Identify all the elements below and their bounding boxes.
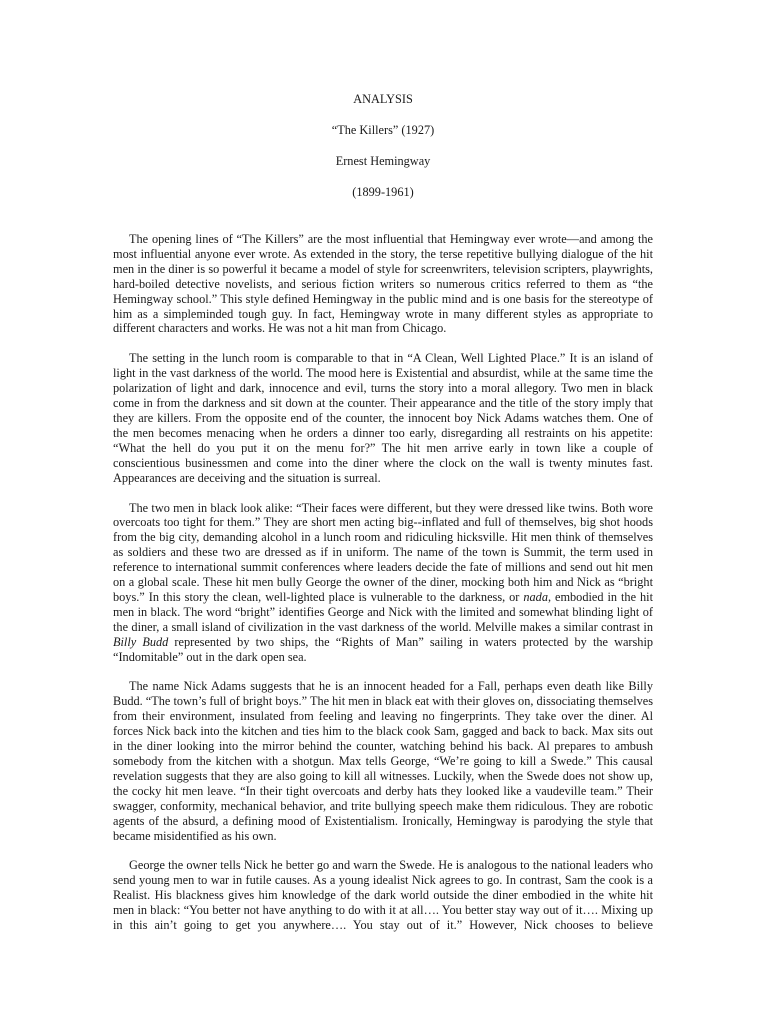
paragraph-text: The name Nick Adams suggests that he is an innocent headed for a Fall, perhaps even death like Billy Budd. “The town’s full of bright boys.” The hit men in black eat with their gloves on, dissociating themselves from their environment, insulated from feeling and leaving no fingerprints. They take over the diner. Al forces Nick back into the kitchen and ties him to the black cook Sam, gagged and back to back. Max sits out in the diner looking into the mirror behind the counter, watching behind his back. Al prepares to ambush somebody from the kitchen with a shotgun. Max tells George, “We’re going to kill a Swede.” This causal revelation suggests that they are also going to kill all witnesses. Luckily, when the Swede does not show up, the cocky hit men leave. “In their tight overcoats and derby hats they looked like a vaudeville team.” Their swagger, conformity, mechanical behavior, and trite bullying speech make them ridiculous. They are robotic agents of the absurd, a defining mood of Existentialism. Ironically, Hemingway is parodying the style that became misidentified as his own. [113,679,653,843]
paragraph-text: George the owner tells Nick he better go and warn the Swede. He is analogous to the national leaders who send young men to war in futile causes. As a young idealist Nick agrees to go. In contrast, Sam the cook is a Realist. His blackness gives him knowledge of the dark world outside the diner embodied in the white hit men in black: “You better not have anything to do with it at all…. You better stay way out of it…. Mixing up in this ain’t going to get you anywhere…. You stay out of it.” However, Nick chooses to believe [113,858,653,933]
story-title: “The Killers” (1927) [331,123,435,137]
paragraph-3 [113,501,653,665]
paragraph-2 [113,351,653,485]
paragraph-text: The opening lines of “The Killers” are the most influential that Hemingway ever wrote—and among the most influential anyone ever wrote. As extended in the story, the terse repetitive bullying dialogue of the hit men in the diner is so powerful it became a model of style for screenwriters, television scripters, playwrights, hard-boiled detective novelists, and serious fiction writers so numerous critics referred to them as “the Hemingway school.” This style defined Hemingway in the public mind and is one basis for the stereotype of him as a simpleminded tough guy. In fact, Hemingway wrote in many different styles as appropriate to different characters and works. He was not a hit man from Chicago. [113,232,653,336]
paragraph-text: , embodied in the hit men in black. The word “bright” identifies George and Nick with the limited and somewhat blinding light of the diner, a small island of civilization in the vast darkness of the world. Melville makes a similar contrast in [113,589,653,634]
italic-nada: nada [523,589,548,604]
paragraph-text: represented by two ships, the “Rights of Man” sailing in waters protected by the warship “Indomitable” out in the dark open sea. [113,634,654,664]
paragraph-text: The setting in the lunch room is comparable to that in “A Clean, Well Lighted Place.” It is an island of light in the vast darkness of the world. The mood here is Existential and absurdist, while at the same time the polarization of light and dark, innocence and evil, turns the story into a moral allegory. Two men in black come in from the darkness and sit down at the counter. Their appearance and the title of the story imply that they are killers. From the opposite end of the counter, the innocent boy Nick Adams watches them. One of the men becomes menacing when he orders a dinner too early, disregarding all restraints on his appetite: “What the hell do you put it on the menu for?” The hit men arrive early in town like a couple of conscientious businessmen and come into the diner where the clock on the wall is twenty minutes fast. Appearances are deceiving and the situation is surreal. [113,351,653,485]
essay-body [113,232,653,933]
author-dates: (1899-1961) [352,185,414,199]
document-page [113,89,653,933]
paragraph-text: The two men in black look alike: “Their faces were different, but they were dressed like twins. Both wore overcoats too tight for them.” They are short men acting big--inflated and full of themselves, big shot hoods from the big city, demanding alcohol in a lunch room and ridiculing hicksville. Hit men think of themselves as soldiers and these two are dressed as if in uniform. The name of the town is Summit, the term used in reference to international summit conferences where leaders decide the fate of millions and send out hit men on a global scale. These hit men bully George the owner of the diner, mocking both him and Nick as “bright boys.” In this story the clean, well-lighted place is vulnerable to the darkness, or [113,500,653,604]
paragraph-4 [113,679,653,843]
italic-billy-budd: Billy Budd [113,634,169,649]
paragraph-1 [113,232,653,336]
analysis-heading: ANALYSIS [353,92,413,106]
author-name: Ernest Hemingway [335,154,431,168]
paragraph-5 [113,858,653,933]
